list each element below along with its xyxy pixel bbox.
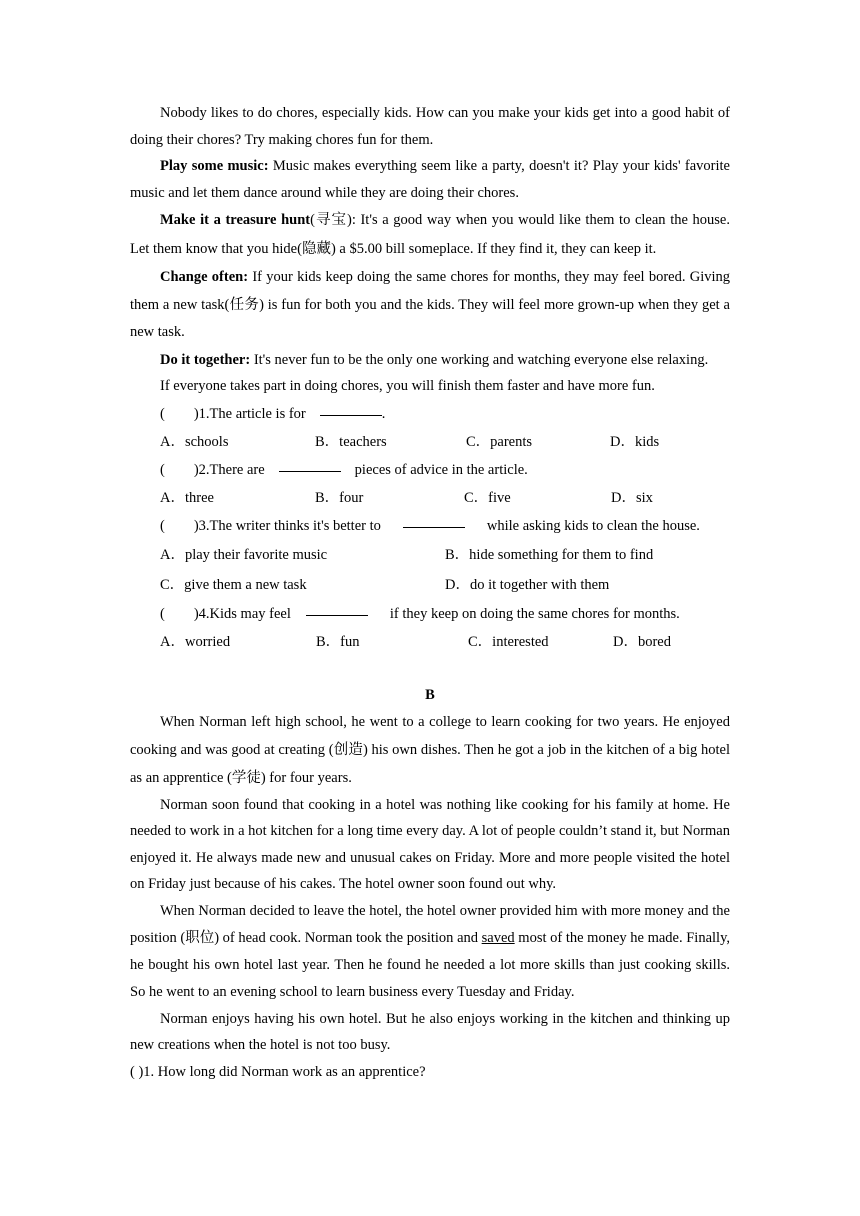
tip-text: If your kids keep doing the same chores for months, they may feel bored. Giving them a new task(任务) is fun for both you and the kids. They will feel more grown-up when they get a new task. [130,269,730,340]
tip-text: It's never fun to be the only one working and watching everyone else relaxing. [250,351,709,368]
question-stem-end: if they keep on doing the same chores for months. [389,605,680,622]
passage-b-paragraph-2: Norman soon found that cooking in a hotel was nothing like cooking for his family at home. He needed to work in a hot kitchen for a long time every day. A lot of people couldn’t stand it, but Norman enjoyed it. He always made new and unusual cakes on Friday. More and more people visited the hotel on Friday just because of his cakes. The hotel owner soon found out why. [130,796,730,892]
tip-do-it-together [130,347,730,374]
question-stem-end: . [381,405,386,422]
option-a: A．three [160,489,214,506]
question-4 [130,600,730,628]
question-stem: ( )2.There are [160,461,265,478]
option-d: D．bored [613,633,671,650]
option-d: D．do it together with them [445,576,610,593]
passage-b-question-1: ( )1. How long did Norman work as an apprentice? [130,1063,426,1080]
question-stem: ( )4.Kids may feel [160,605,291,622]
option-b: B．fun [316,633,360,650]
tip-title: Do it together: [160,351,251,368]
option-b: B．teachers [315,433,387,450]
option-b: B．four [315,489,364,506]
tip-title: Change often: [160,269,249,285]
passage-a-intro: Nobody likes to do chores, especially kids. How can you make your kids get into a good habit of doing their chores? Try making chores fun for them. [130,105,730,148]
question-1-options [130,428,730,456]
option-c: C．parents [466,433,533,450]
tip-text: (寻宝): It's a good way when you would like them to clean the house. Let them know that you hide(隐藏) a $5.00 bill someplace. If they find it, they can keep it. [130,212,730,257]
section-heading-b: B [425,686,435,703]
question-3-options-row1 [130,540,730,570]
passage-b-paragraph-1: When Norman left high school, he went to a college to learn cooking for two years. He enjoyed cooking and was good at creating (创造) his own dishes. Then he got a job in the kitchen of a big hotel as an apprentice (学徒) for four years. [130,713,730,786]
option-a: A．play their favorite music [160,546,328,563]
tip-title: Play some music: [160,158,269,174]
option-b: B．hide something for them to find [445,546,654,563]
question-4-options [130,628,730,656]
passage-a-conclusion: If everyone takes part in doing chores, you will finish them faster and have more fun. [160,378,655,394]
question-stem: ( )3.The writer thinks it's better to [160,517,381,534]
tip-treasure-hunt [130,206,730,264]
question-2-options [130,484,730,512]
option-d: D．kids [610,433,660,450]
question-stem: ( )1.The article is for [160,405,306,422]
answer-blank [306,600,368,616]
option-a: A．worried [160,633,231,650]
option-c: C．five [464,489,511,506]
passage-b-paragraph-4: Norman enjoys having his own hotel. But he also enjoys working in the kitchen and thinking up new creations when the hotel is not too busy. [130,1010,730,1053]
passage-b-paragraph-3 [130,898,730,1006]
tip-text: Music makes everything seem like a party, doesn't it? Play your kids' favorite music and let them dance around while they are doing their chores. [130,158,730,201]
question-stem-end: pieces of advice in the article. [354,461,528,478]
option-c: C．interested [468,633,549,650]
underlined-word: saved [481,929,515,946]
question-2 [130,456,730,484]
question-3-options-row2 [130,570,730,600]
paragraph-text: most of the money he made. Finally, he bought his own hotel last year. Then he found he needed a lot more skills than just cooking skills. So he went to an evening school to learn business every Tuesday and Friday. [130,929,731,1000]
answer-blank [320,400,382,416]
question-1 [130,400,730,428]
document-page [130,100,730,1085]
question-stem-end: while asking kids to clean the house. [486,517,700,534]
paragraph-text: When Norman decided to leave the hotel, the hotel owner provided him with more money and the position (职位) of head cook. Norman took the position and [130,902,730,946]
tip-title: Make it a treasure hunt [160,212,311,228]
option-a: A．schools [160,433,229,450]
question-3 [130,512,730,540]
answer-blank [279,456,341,472]
answer-blank [403,512,465,528]
option-d: D．six [611,489,653,506]
option-c: C．give them a new task [160,576,307,593]
tip-change-often [130,264,730,347]
tip-play-music [130,153,730,206]
